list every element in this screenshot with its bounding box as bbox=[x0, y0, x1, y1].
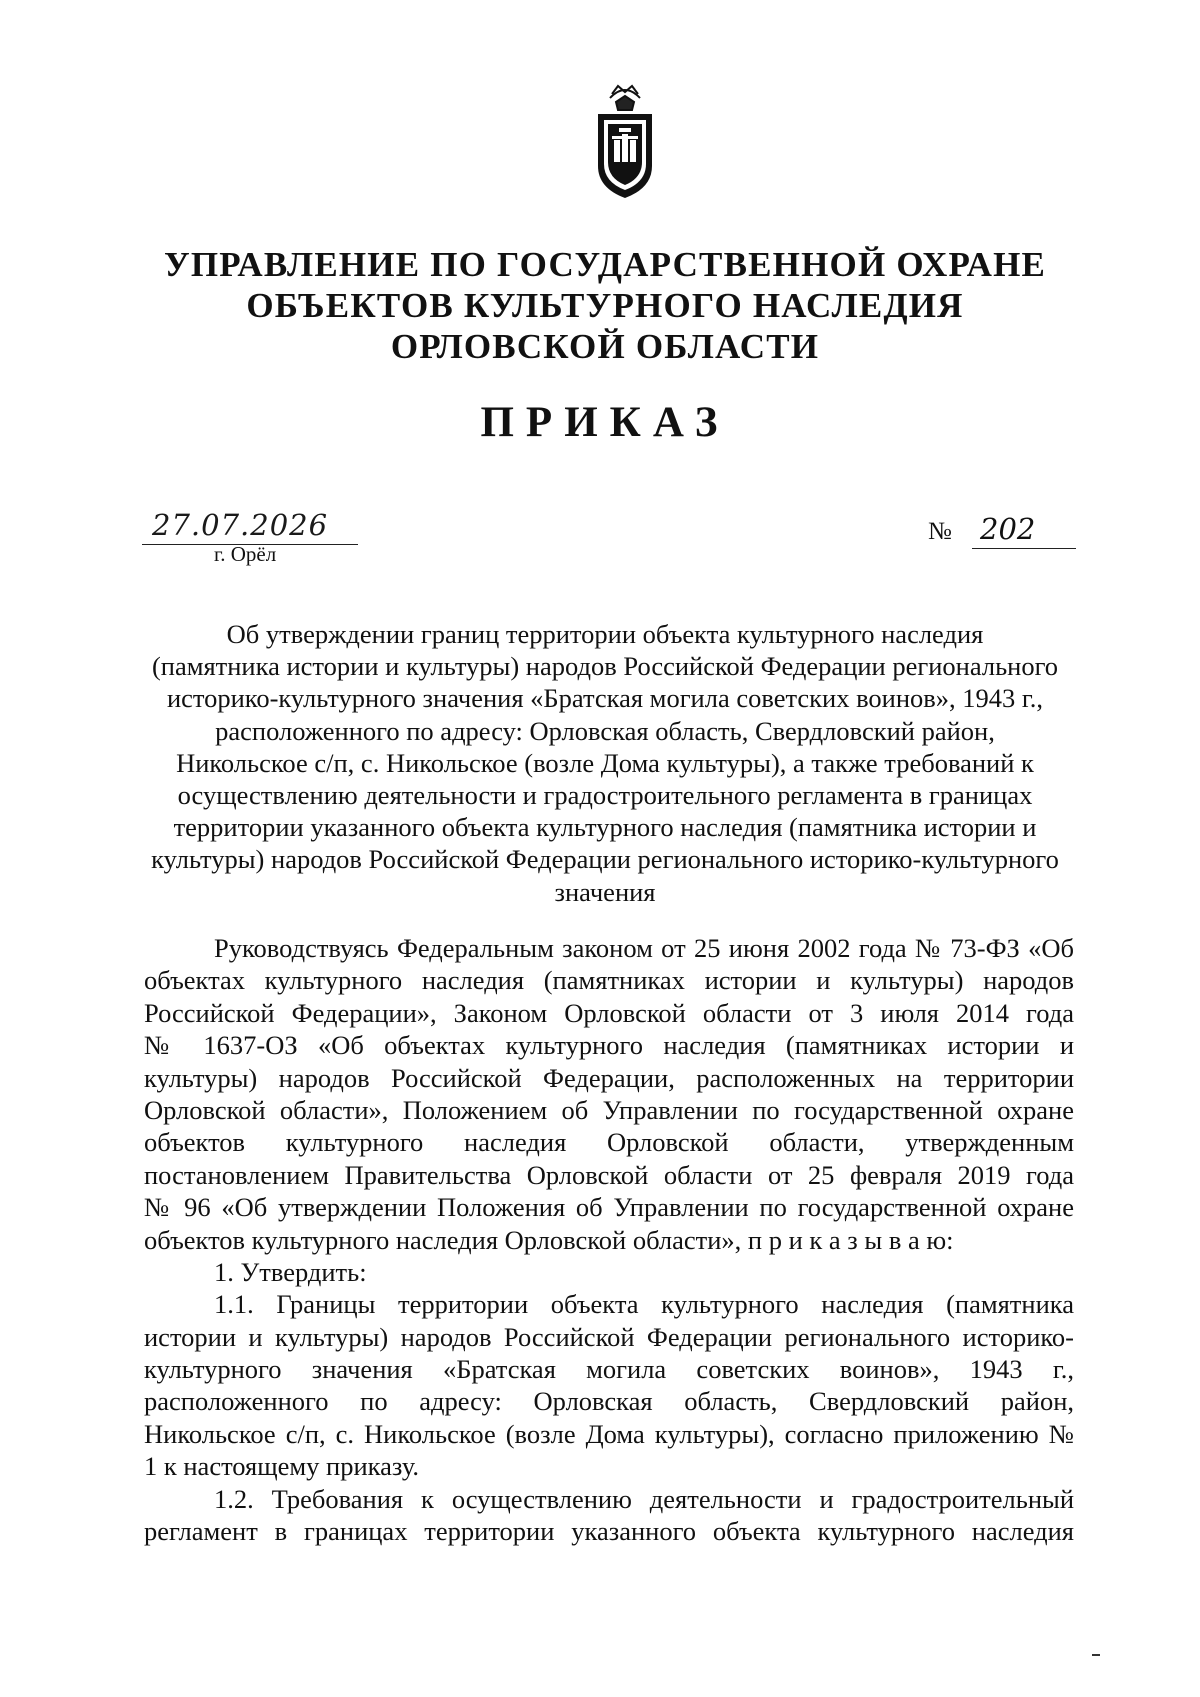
body-line: 1.2. Требования к осуществлению деятельности и градостроительный bbox=[214, 1483, 1074, 1514]
title-line: (памятника истории и культуры) народов Российской Федерации регионального bbox=[151, 651, 1059, 682]
body-line: Орловской области», Положением об Управлении по государственной охране bbox=[144, 1094, 1074, 1125]
header-line: УПРАВЛЕНИЕ ПО ГОСУДАРСТВЕННОЙ ОХРАНЕ bbox=[163, 245, 1047, 284]
body-line: 1. Утвердить: bbox=[214, 1256, 367, 1287]
body-line: регламент в границах территории указанного объекта культурного наследия bbox=[144, 1516, 1074, 1547]
body-line: объектов культурного наследия Орловской области», п р и к а з ы в а ю: bbox=[144, 1224, 954, 1255]
number-underline bbox=[972, 548, 1076, 549]
title-line: историко-культурного значения «Братская могила советских воинов», 1943 г., bbox=[166, 683, 1044, 714]
document-number-block bbox=[928, 512, 1078, 552]
order-subject-title bbox=[130, 618, 1080, 908]
body-line: № 96 «Об утверждении Положения об Управлении по государственной охране bbox=[144, 1192, 1074, 1223]
coat-of-arms-emblem bbox=[588, 84, 662, 202]
body-line: постановлением Правительства Орловской области от 25 февраля 2019 года bbox=[144, 1159, 1074, 1190]
body-line: объектах культурного наследия (памятниках истории и культуры) народов bbox=[144, 965, 1074, 996]
body-line: истории и культуры) народов Российской Федерации регионального историко- bbox=[144, 1321, 1074, 1352]
document-type-title: ПРИКАЗ bbox=[480, 399, 730, 446]
title-line: значения bbox=[554, 876, 656, 907]
body-line: Никольское с/п, с. Никольское (возле Дома культуры), согласно приложению № bbox=[144, 1418, 1074, 1449]
order-body-text bbox=[144, 932, 1074, 1547]
body-line: культурного значения «Братская могила советских воинов», 1943 г., bbox=[144, 1354, 1074, 1385]
body-line: Российской Федерации», Законом Орловской области от 3 июля 2014 года bbox=[144, 997, 1074, 1028]
body-line: расположенного по адресу: Орловская область, Свердловский район, bbox=[144, 1386, 1074, 1417]
handwritten-date: 27.07.2026 bbox=[152, 508, 329, 542]
title-line: Никольское с/п, с. Никольское (возле Дома культуры), а также требований к bbox=[176, 747, 1034, 778]
number-sign: № bbox=[928, 518, 952, 545]
city-name: г. Орёл bbox=[214, 542, 277, 566]
header-line: ОРЛОВСКОЙ ОБЛАСТИ bbox=[390, 327, 820, 366]
scan-mark bbox=[1092, 1654, 1100, 1656]
title-line: осуществлению деятельности и градостроительного регламента в границах bbox=[177, 780, 1033, 811]
body-line: 1 к настоящему приказу. bbox=[144, 1451, 420, 1482]
body-line: объектов культурного наследия Орловской области, утвержденным bbox=[144, 1127, 1074, 1158]
title-line: культуры) народов Российской Федерации регионального историко-культурного bbox=[151, 844, 1059, 875]
issuing-authority-header bbox=[140, 244, 1070, 367]
title-line: Об утверждении границ территории объекта культурного наследия bbox=[226, 619, 984, 649]
body-line: № 1637-ОЗ «Об объектах культурного наследия (памятниках истории и bbox=[144, 1030, 1074, 1061]
body-line: культуры) народов Российской Федерации, расположенных на территории bbox=[144, 1062, 1074, 1093]
title-line: территории указанного объекта культурного наследия (памятника истории и bbox=[173, 812, 1037, 843]
title-line: расположенного по адресу: Орловская область, Свердловский район, bbox=[215, 715, 995, 746]
header-line: ОБЪЕКТОВ КУЛЬТУРНОГО НАСЛЕДИЯ bbox=[246, 286, 964, 325]
body-line: 1.1. Границы территории объекта культурного наследия (памятника bbox=[214, 1289, 1074, 1320]
date-block bbox=[130, 508, 360, 568]
handwritten-number: 202 bbox=[980, 512, 1036, 546]
body-line: Руководствуясь Федеральным законом от 25 июня 2002 года № 73-ФЗ «Об bbox=[214, 933, 1074, 963]
